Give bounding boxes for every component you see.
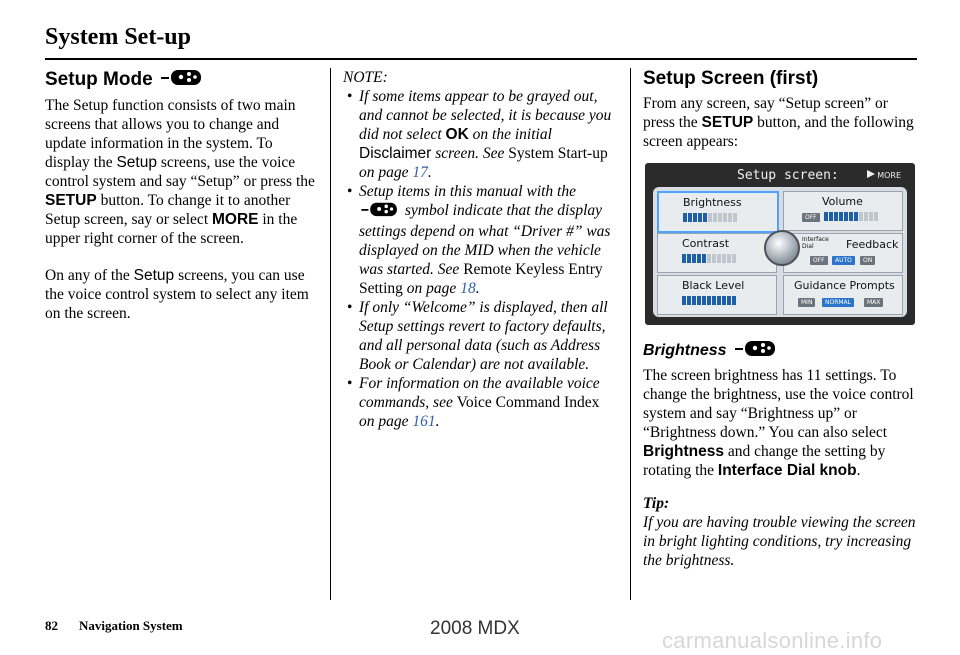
guidance-prompts-cell [783,275,903,315]
voice-command-icon [161,68,203,92]
interface-dial-knob-icon [764,230,800,266]
feedback-auto-option: AUTO [832,256,855,265]
setup-mode-heading: Setup Mode [45,69,153,90]
text-run: on the initial [468,126,552,143]
screen-title: Setup screen: [737,168,839,183]
brightness-heading: Brightness [643,341,727,359]
interface-dial-label: Interface Dial [802,236,829,250]
black-level-cell [657,275,777,315]
guidance-prompts-label: Guidance Prompts [794,279,895,292]
more-label: MORE [877,170,901,180]
header-divider [45,58,917,60]
setup-keyword: Setup [133,267,175,284]
note-item: • If only “Welcome” is displayed, then all Setup settings revert to factory defaults, and all personal data (such as Address Book or Calendar) are not available. [359,298,618,374]
brightness-label: Brightness [683,196,742,209]
reference-title: System Start-up [508,145,608,162]
column-note [343,68,618,431]
setup-screen-image [645,163,915,325]
interface-dial-keyword: Interface Dial knob [717,462,857,479]
column-setup-screen [643,68,918,570]
feedback-off-option: OFF [810,256,828,265]
text-run: . [475,280,480,297]
text-run: button. To change it to another Setup screen, say or select [45,192,291,228]
text-run: in the upper right corner of the screen. [45,211,298,247]
text-run: From any screen, say “Setup screen” or press the [643,95,888,131]
note-list [343,87,618,431]
more-button [867,170,901,180]
section-heading-setup-mode [45,68,320,92]
text-run: on page [402,280,461,297]
page-number: 82 [45,618,58,633]
footer-section: Navigation System [79,618,183,633]
brightness-cell [657,191,779,233]
volume-off-option: OFF [802,213,820,222]
tip-text: If you are having trouble viewing the screen in bright lighting conditions, try increasing the brightness. [643,514,916,569]
contrast-label: Contrast [682,237,730,250]
note-label: NOTE: [343,69,388,86]
text-run: on page [359,413,413,430]
text-run: . [856,462,861,479]
volume-cell [783,191,903,231]
note-item [359,374,618,431]
text-run: The Setup function consists of two main screens that allows you to change and update information in the system. To display the [45,97,296,171]
text-run: symbol indicate that the display settings depend on what “Driver #” was displayed on the MID when the vehicle was started. See [359,202,611,278]
feedback-cell [783,233,903,273]
text-run: If some items appear to be grayed out, and cannot be selected, it is because you did not select [359,88,612,143]
text-run: On any of the [45,267,134,284]
text-run: button, and the following screen appears: [643,114,914,150]
setup-mode-paragraph [45,96,320,248]
site-watermark: carmanualsonline.info [662,628,883,653]
brightness-bars [683,213,737,222]
contrast-cell [657,233,777,273]
feedback-on-option: ON [860,256,875,265]
text-run: . [427,164,432,181]
page-link[interactable]: 18 [460,280,476,297]
text-run: . [435,413,440,430]
text-run: on page [359,164,413,181]
setup-keyword: Setup [116,154,157,171]
more-keyword: MORE [212,211,259,228]
note-item [359,87,618,182]
reference-title: Remote Keyless Entry Setting [359,261,603,297]
note-item [359,182,618,298]
model-watermark: 2008 MDX [430,618,520,639]
tip-label: Tip: [643,495,670,512]
column-divider [630,68,631,600]
ok-keyword: OK [445,126,469,143]
black-level-bars [682,296,736,305]
setup-button-keyword: SETUP [701,114,754,131]
text-run: and change the setting by rotating the [643,443,886,479]
guidance-max-option: MAX [864,298,883,307]
black-level-label: Black Level [682,279,745,292]
sub-heading-brightness [643,339,918,362]
guidance-normal-option: NORMAL [822,298,854,307]
column-setup-mode [45,68,320,323]
text-run: screens, use the voice control system and say “Setup” or press the [45,154,315,190]
text-run: Setup items in this manual with the [359,183,576,200]
column-divider [330,68,331,600]
page-title: System Set-up [45,24,192,50]
setup-screen-paragraph [643,94,918,151]
guidance-min-option: MIN [798,298,815,307]
disclaimer-keyword: Disclaimer [359,145,432,162]
brightness-keyword: Brightness [643,443,724,460]
feedback-label: Feedback [846,238,899,251]
text-run: For information on the available voice commands, see [359,375,600,411]
setup-panel [653,187,907,317]
setup-screens-paragraph [45,266,320,323]
voice-command-icon [359,201,401,222]
section-heading-setup-screen: Setup Screen (first) [643,68,819,89]
volume-bars [824,212,878,221]
text-run: The screen brightness has 11 settings. To change the brightness, use the voice control system and say “Brightness up” or “Brightness down.” You can also select [643,367,914,441]
contrast-bars [682,254,736,263]
text-run: screen. See [431,145,509,162]
volume-label: Volume [822,195,863,208]
page-link[interactable]: 161 [412,413,436,430]
text-run: screens, you can use the voice control system to select any item on the screen. [45,267,309,322]
reference-title: Voice Command Index [456,394,600,411]
setup-button-keyword: SETUP [45,192,97,209]
brightness-paragraph [643,366,918,480]
triangle-right-icon [867,170,875,180]
page-link[interactable]: 17 [412,164,428,181]
voice-command-icon [735,339,777,362]
